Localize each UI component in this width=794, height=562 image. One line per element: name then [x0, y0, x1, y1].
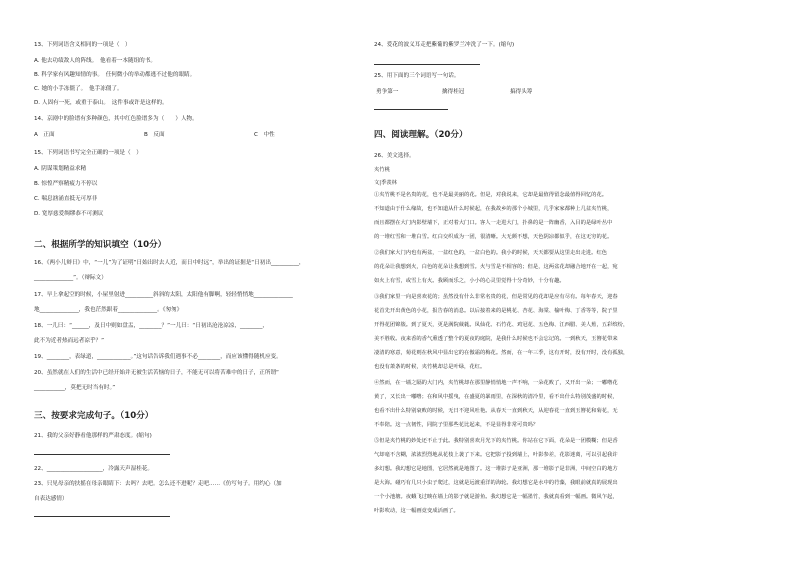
article-line: 不知道由于什么缘故，也不知道从什么时候起，在我故乡的那个小城里，几乎家家都种上几盆夹竹桃，	[374, 206, 613, 212]
q21-answer-line	[34, 454, 170, 455]
q13-option-d: D. 人固有一死，或重于泰山。 这件事或许是这样的。	[34, 100, 168, 106]
article-line: 气却毫不含糊，浓浓烈烈地从花枝上袭了下来。它把影子投到墙上，叶影参差，花影迷离，可以引起我许	[374, 452, 618, 458]
article-line: 的花朵让我想到火，白色的花朵让我想到雪。火与雪是不相容的；但是，这两盆花却融合地开在一起，宛	[374, 264, 618, 270]
q21-line: 21、我的父亲好静看他那样的严肃态度。(缩句)	[34, 433, 152, 439]
q24-line: 24、爱花的波义耳走把紫葡的紫罗兰冲洗了一下。(缩句)	[374, 42, 515, 48]
article-line: 花首先开出黄色的小花，报告春的消息。以后接着来的是桃花、杏花、海棠、榆叶梅、丁香等等，院子里	[374, 308, 618, 314]
q20-line1: 20、虽然就在人们的生活中已经开始并无被生活苦恼的日子，不能无可以将苦难中的日子，正所谓“	[34, 370, 279, 376]
article-line: ①夹竹桃不是名贵的花，也不是最美丽的花。但是，对我说来，它却是最值得留念最值得回忆的花。	[374, 192, 608, 198]
article-line: 一个小池塘。夜蛾飞过映在墙上的影子就是游鱼。我幻想它是一幅墨竹，我就真看到一幅画。微风乍起，	[374, 494, 618, 500]
q15-option-a: A. 阴谋策划精益求精	[34, 166, 87, 172]
q14-option-a: A 正面	[34, 132, 55, 138]
q25-line: 25、用下面的三个词语写一句话。	[374, 73, 460, 79]
q17-line2: 地______________，我也茫然跟着______________。《匆匆》	[34, 307, 183, 313]
article-line: 也看不出什么特别衰败的时候，无日不迎风吐艳。从春天一直到秋天，从迎春花一直到玉簪花和菊花，无	[374, 408, 618, 414]
q13-stem: 13、下列词语含义相同的一项是（ ）	[34, 42, 131, 48]
article-line: 是大海。碰巧有几只小虫子爬过，这就是远渡重洋的海轮。我幻想它是水中的荇藻，我眼前就真的展现出	[374, 480, 618, 486]
article-line: ⑤但是夹竹桃的妙处还不止于此。我特别喜欢月光下的夹竹桃。你站在它下面，花朵是一团模糊；但是香	[374, 438, 618, 444]
q15-option-b: B. 惊惶严察精疲力不停以	[34, 181, 98, 187]
q15-option-d: D. 宽厚慈爱绸缪恭不可测议	[34, 211, 104, 217]
right-column	[374, 0, 700, 562]
article-line: ②我们家大门内也有两盆，一盆红色的，一盆白色的。我小的时候，天天都要从这里走出走进。红色	[374, 250, 608, 256]
article-line: 凄清的寒意，菊花则在秋风中显出它的在傲霜的梅花。然而，在一年三季，这有开时，没有开时，没有孤独，	[374, 350, 629, 356]
article-author: 文|季羡林	[374, 180, 397, 186]
article-line: 黄了，又长出一嘟噜；在和风中摇曳，在盛夏的暴雨里，在深秋的清冷里，看不出什么特别茂盛的时候，	[374, 394, 618, 400]
left-column	[34, 0, 369, 562]
q25-word-2: 擒得桂冠	[442, 89, 465, 95]
q22-line: 22、____________________，冷露天声湿桂花。	[34, 466, 153, 472]
q13-option-a: A. 他去功绩敌人的阵线。 他看着一本随组的书。	[34, 58, 156, 64]
q18-line2: 此不为近者热而远者凉乎？”	[34, 338, 105, 344]
section-4-heading: 四、阅读理解。（20分）	[374, 130, 468, 140]
article-line: 而且都摆在大门内影壁墙下，正对着大门口。客人一走进大门，扑鼻的是一阵幽香，入目的是绿叶丛中	[374, 220, 613, 226]
article-line: ③我们家里一向是喜欢花的；虽然没有什么非常名贵的花，但是常见的花却是应有尽有。每年春天，迎春	[374, 294, 618, 300]
q24-answer-line	[374, 64, 480, 65]
article-line: ④然而，在一墙之隔的大门内，夹竹桃却在那里静悄悄地一声不响，一朵花败了，又开出一朵；一嘟噜花	[374, 380, 618, 386]
article-line: 也没有萧条的时候，夹竹桃却总是叶绿，花红。	[374, 364, 486, 370]
q25-word-1: 勇争第一	[376, 89, 399, 95]
q16-line2: ______________”。（辩际文）	[34, 275, 107, 281]
q13-option-c: C. 她的小手冻僵了。 他手冻僵了。	[34, 86, 123, 92]
q23-answer-line	[34, 516, 170, 517]
section-3-heading: 三、按要求完成句子。（10分）	[34, 411, 154, 421]
q26-line: 26、美文选择。	[374, 153, 415, 159]
q18-line1: 18、一儿曰：“______，及日中则如盘盂，________？”一儿曰：“日初出沧沧凉凉，________，	[34, 323, 268, 329]
q14-option-b: B 反面	[144, 132, 165, 138]
q14-stem: 14、京剧中的脸谱有多种颜色，其中红色脸谱多为（ ）人物。	[34, 116, 198, 122]
q15-option-c: C. 喘息汹涌直抵无可厚非	[34, 196, 98, 202]
article-line: 开得花团锦簇。到了夏天，更是满院葳蕤。凤仙花、石竹花、鸡冠花、五色梅、江西腊、美人蕉，五彩缤纷，	[374, 322, 629, 328]
article-line: 的一堆红雪和一堆白雪。红白交织成为一团，很清晰。大无颜不想，天色阴凉都似乎，在这无穷的花。	[374, 234, 613, 240]
article-line: 如火上有雪，或雪上有火。我顾而乐之，小小的心灵里觉得十分奇妙，十分有趣。	[374, 278, 565, 284]
q17-line1: 17、早上拿起空的时候，小屋里射进__________斜斜的太阳，太阳他有脚啊，轻轻悄悄地______________	[34, 292, 293, 298]
q13-option-b: B. 科学家有风趣知情的事。 任何微小的举动都逃不过他的眼睛。	[34, 72, 196, 78]
section-2-heading: 二、根据所学的知识填空（10分）	[34, 240, 167, 250]
q23-line1: 23、只见母亲的扶摇在母亲眼睛下：去吗？去吧。怎么还不进呢？走吧……《仿写句子。用约心（加	[34, 481, 282, 487]
article-line: 不奉陪。这一点韧性，同院子里那些花比起来，不是显得非常可贵吗？	[374, 422, 539, 428]
q20-line2: ___________，莫把无时当有时。”	[34, 385, 116, 391]
q19-line: 19、________，表绿道，____________。”这句话告诉我们遇事不必________，而应该懂得随机应变。	[34, 354, 282, 360]
article-title: 夹竹桃	[374, 167, 390, 173]
article-line: 美不胜收。夜来香的香气熏透了整个的夏夜的庭院，是我什么时候也不会忘记的。一到秋天，玉簪花带来	[374, 336, 618, 342]
article-line: 叶影吹动，这一幅画竟变成活画了。	[374, 508, 459, 514]
article-line: 多幻想。我幻想它是地图，它居然就是地图了。这一堆影子是亚洲，那一堆影子是非洲，中间空白的地方	[374, 466, 618, 472]
q25-answer-line	[374, 109, 448, 110]
q23-line2: 自表达感情）	[34, 496, 68, 502]
q25-word-3: 搞得头筹	[510, 89, 533, 95]
q14-option-c: C 中性	[254, 132, 275, 138]
q16-line1: 16、《两小儿辩日》中，“一儿”为了证明“日始出时去人近，而日中时远”，举出的证据是“日初出__________，	[34, 260, 305, 266]
q15-stem: 15、下列词语书写完全正确的一项是（ ）	[34, 150, 142, 156]
